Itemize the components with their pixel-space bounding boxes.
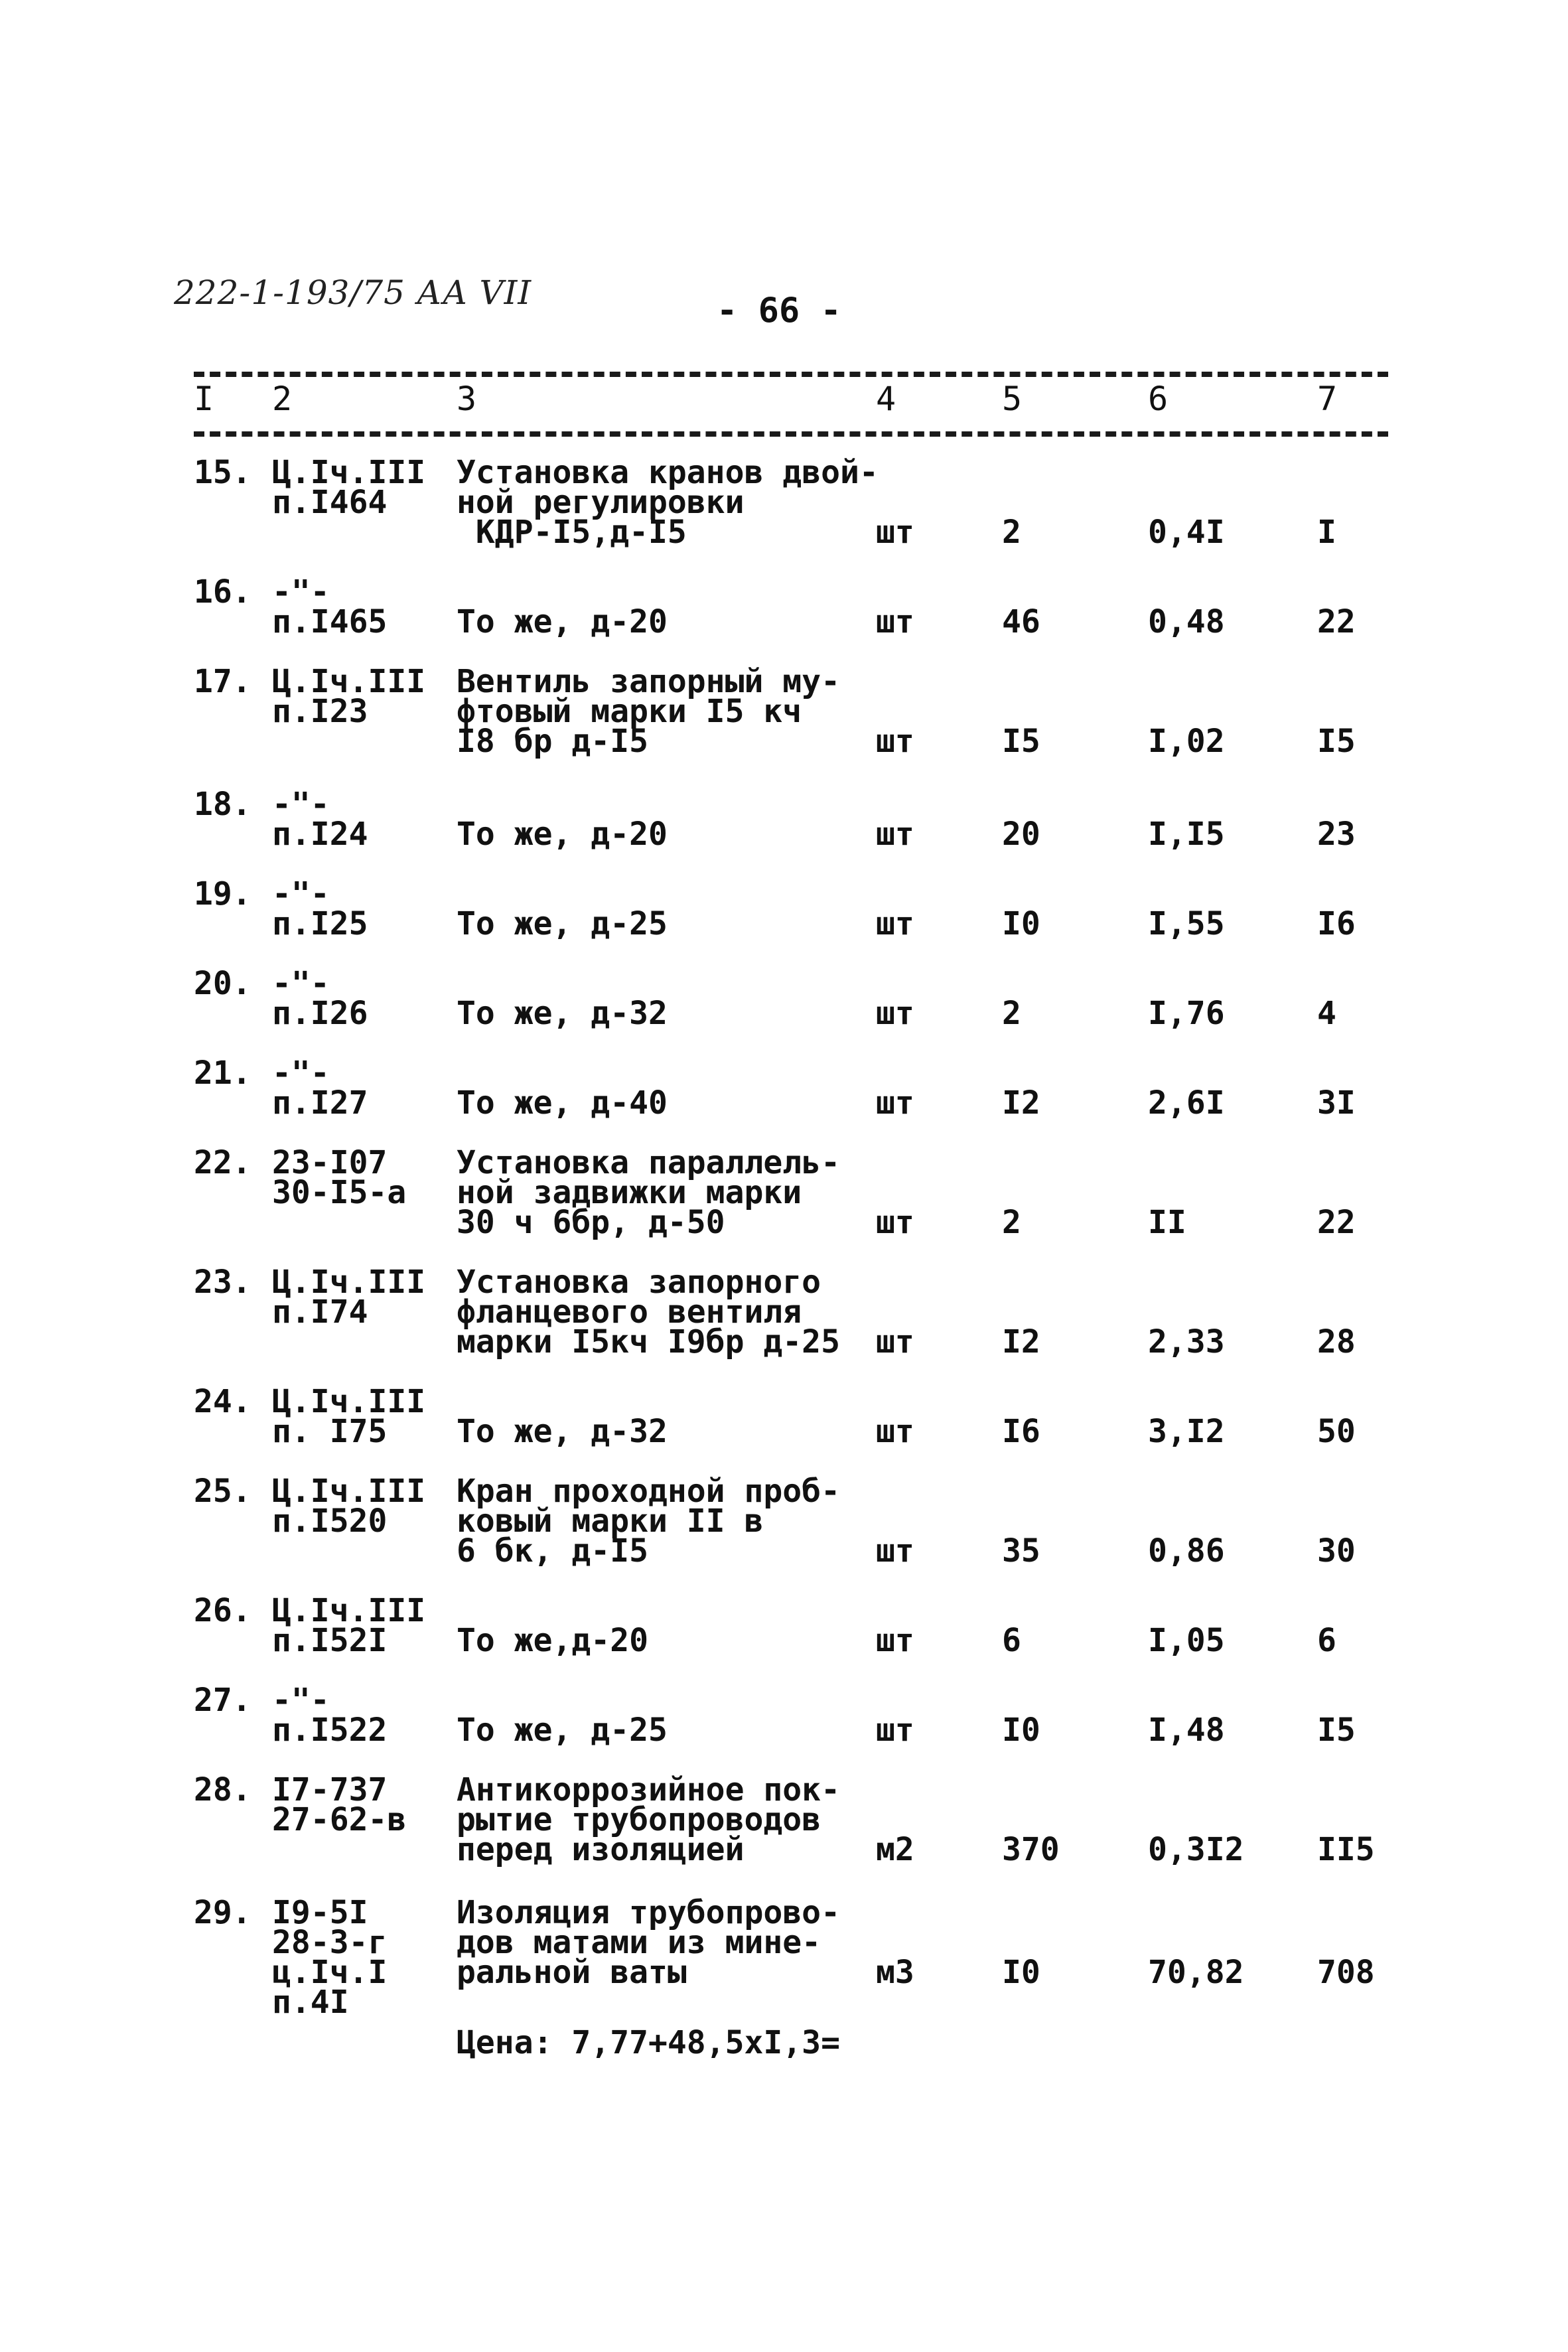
column-header-4: 4: [876, 380, 896, 418]
column-header-6: 6: [1148, 380, 1169, 418]
row-reference: -"- п.I26: [272, 965, 368, 1032]
row-reference: I9-5I 28-3-г ц.Iч.I п.4I: [272, 1894, 388, 2021]
row-description: Установка кранов двой- ной регулировки КДР-I5,д-I5: [457, 454, 879, 551]
row-unit: шт: [876, 1204, 914, 1241]
row-reference: Ц.Iч.III п.I52I: [272, 1592, 426, 1659]
row-total: 4: [1317, 995, 1336, 1032]
row-quantity: 6: [1002, 1622, 1021, 1659]
row-unit-price: 0,3I2: [1148, 1831, 1244, 1868]
row-reference: -"- п.I522: [272, 1682, 388, 1749]
row-number: 25.: [194, 1473, 251, 1510]
row-reference: Ц.Iч.III п.I464: [272, 454, 426, 521]
row-number: 26.: [194, 1592, 251, 1629]
row-reference: -"- п.I25: [272, 875, 368, 942]
row-description: Антикоррозийное пок- рытие трубопроводов перед изоляцией: [457, 1771, 840, 1868]
row-number: 22.: [194, 1144, 251, 1181]
row-quantity: I0: [1002, 1712, 1040, 1749]
row-total: I5: [1317, 723, 1356, 760]
price-formula: Цена: 7,77+48,5хI,3=: [457, 2024, 840, 2061]
row-unit-price: 0,48: [1148, 603, 1225, 640]
row-unit: шт: [876, 1413, 914, 1450]
row-unit: шт: [876, 1323, 914, 1360]
row-quantity: I0: [1002, 1954, 1040, 1991]
row-description: То же, д-25: [457, 1712, 668, 1749]
row-unit-price: 2,33: [1148, 1323, 1225, 1360]
row-description: То же, д-20: [457, 816, 668, 853]
document-code: 222-1-193/75 АА VII: [174, 273, 532, 312]
row-reference: -"- п.I24: [272, 786, 368, 853]
column-header-2: 2: [272, 380, 293, 418]
row-unit: шт: [876, 603, 914, 640]
row-quantity: 35: [1002, 1532, 1040, 1570]
row-total: I5: [1317, 1712, 1356, 1749]
row-number: 29.: [194, 1894, 251, 1931]
row-unit-price: I,02: [1148, 723, 1225, 760]
row-description: То же, д-32: [457, 1413, 668, 1450]
row-unit: м3: [876, 1954, 914, 1991]
row-unit: шт: [876, 816, 914, 853]
row-quantity: I6: [1002, 1413, 1040, 1450]
row-quantity: I5: [1002, 723, 1040, 760]
row-unit: шт: [876, 1622, 914, 1659]
row-unit-price: I,55: [1148, 905, 1225, 942]
row-total: 6: [1317, 1622, 1336, 1659]
row-total: 28: [1317, 1323, 1356, 1360]
row-number: 19.: [194, 875, 251, 913]
row-unit: м2: [876, 1831, 914, 1868]
row-unit: шт: [876, 723, 914, 760]
row-quantity: 2: [1002, 514, 1021, 551]
row-total: 50: [1317, 1413, 1356, 1450]
row-total: II5: [1317, 1831, 1375, 1868]
table-top-rule: [194, 372, 1388, 377]
row-reference: -"- п.I27: [272, 1055, 368, 1122]
row-number: 15.: [194, 454, 251, 491]
table-header-rule: [194, 431, 1388, 437]
row-description: Кран проходной проб- ковый марки II в 6 бк, д-I5: [457, 1473, 840, 1570]
row-number: 24.: [194, 1383, 251, 1420]
row-unit: шт: [876, 1532, 914, 1570]
row-unit: шт: [876, 1084, 914, 1122]
row-unit-price: 3,I2: [1148, 1413, 1225, 1450]
row-description: Вентиль запорный му- фтовый марки I5 кч I8 бр д-I5: [457, 663, 840, 760]
row-number: 21.: [194, 1055, 251, 1092]
row-total: 30: [1317, 1532, 1356, 1570]
column-header-3: 3: [457, 380, 477, 418]
row-total: 22: [1317, 603, 1356, 640]
row-total: 23: [1317, 816, 1356, 853]
row-description: То же, д-20: [457, 603, 668, 640]
row-description: То же,д-20: [457, 1622, 648, 1659]
row-unit-price: 0,4I: [1148, 514, 1225, 551]
row-number: 17.: [194, 663, 251, 700]
row-description: То же, д-25: [457, 905, 668, 942]
row-unit-price: I,05: [1148, 1622, 1225, 1659]
row-quantity: I0: [1002, 905, 1040, 942]
row-quantity: 46: [1002, 603, 1040, 640]
row-total: I: [1317, 514, 1336, 551]
row-number: 16.: [194, 573, 251, 611]
row-unit-price: 0,86: [1148, 1532, 1225, 1570]
row-quantity: I2: [1002, 1084, 1040, 1122]
row-reference: Ц.Iч.III п.I23: [272, 663, 426, 730]
row-unit-price: I,76: [1148, 995, 1225, 1032]
column-header-1: I: [194, 380, 214, 418]
row-quantity: 370: [1002, 1831, 1060, 1868]
row-reference: Ц.Iч.III п. I75: [272, 1383, 426, 1450]
row-description: То же, д-32: [457, 995, 668, 1032]
row-total: I6: [1317, 905, 1356, 942]
row-quantity: 2: [1002, 995, 1021, 1032]
row-unit-price: I,48: [1148, 1712, 1225, 1749]
row-unit: шт: [876, 905, 914, 942]
row-reference: -"- п.I465: [272, 573, 388, 640]
row-reference: I7-737 27-62-в: [272, 1771, 407, 1838]
row-description: Установка запорного фланцевого вентиля марки I5кч I9бр д-25: [457, 1264, 840, 1360]
row-description: Установка параллель- ной задвижки марки 30 ч 6бр, д-50: [457, 1144, 840, 1241]
row-unit: шт: [876, 1712, 914, 1749]
row-unit-price: 2,6I: [1148, 1084, 1225, 1122]
page-number: - 66 -: [717, 291, 841, 331]
row-total: 3I: [1317, 1084, 1356, 1122]
row-description: Изоляция трубопрово- дов матами из мине- ральной ваты: [457, 1894, 840, 1991]
row-unit-price: II: [1148, 1204, 1186, 1241]
row-quantity: 20: [1002, 816, 1040, 853]
row-unit-price: I,I5: [1148, 816, 1225, 853]
row-reference: Ц.Iч.III п.I520: [272, 1473, 426, 1540]
row-unit: шт: [876, 514, 914, 551]
row-quantity: 2: [1002, 1204, 1021, 1241]
row-description: То же, д-40: [457, 1084, 668, 1122]
row-number: 27.: [194, 1682, 251, 1719]
row-unit: шт: [876, 995, 914, 1032]
row-number: 28.: [194, 1771, 251, 1808]
row-reference: 23-I07 30-I5-а: [272, 1144, 407, 1211]
row-total: 22: [1317, 1204, 1356, 1241]
row-quantity: I2: [1002, 1323, 1040, 1360]
column-header-7: 7: [1317, 380, 1338, 418]
column-header-5: 5: [1002, 380, 1023, 418]
row-unit-price: 70,82: [1148, 1954, 1244, 1991]
row-reference: Ц.Iч.III п.I74: [272, 1264, 426, 1331]
row-number: 20.: [194, 965, 251, 1002]
row-number: 23.: [194, 1264, 251, 1301]
row-number: 18.: [194, 786, 251, 823]
row-total: 708: [1317, 1954, 1375, 1991]
